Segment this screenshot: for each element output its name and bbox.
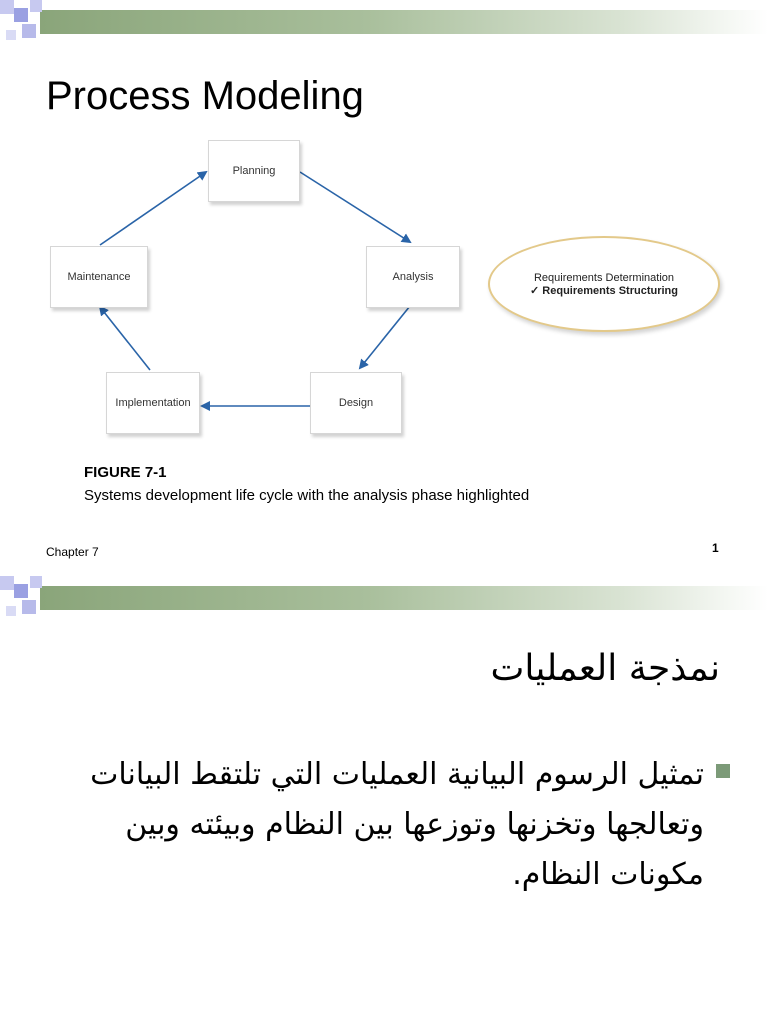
decor-square bbox=[6, 606, 16, 616]
node-implementation: Implementation bbox=[106, 372, 200, 434]
node-maintenance: Maintenance bbox=[50, 246, 148, 308]
decor-square bbox=[22, 600, 36, 614]
bullet-square-icon bbox=[716, 764, 730, 778]
page-number: 1 bbox=[712, 541, 719, 555]
node-design: Design bbox=[310, 372, 402, 434]
arrow-maintenance-to-planning bbox=[100, 172, 206, 245]
page-title: Process Modeling bbox=[46, 74, 364, 118]
node-planning: Planning bbox=[208, 140, 300, 202]
arrow-implementation-to-maintenance bbox=[100, 307, 150, 370]
arabic-title: نمذجة العمليات bbox=[490, 648, 720, 689]
bullet-text: تمثيل الرسوم البيانية العمليات التي تلتقط البيانات وتعالجها وتخزنها وتوزعها بين النظام وبيئته وبين مكونات النظام. bbox=[90, 757, 704, 892]
decor-square bbox=[0, 576, 14, 590]
arrow-planning-to-analysis bbox=[300, 172, 410, 242]
decor-square bbox=[30, 576, 42, 588]
header-band bbox=[0, 576, 768, 624]
figure-caption: Systems development life cycle with the analysis phase highlighted bbox=[84, 487, 530, 504]
header-gradient-bar bbox=[40, 586, 768, 610]
decor-square bbox=[14, 584, 28, 598]
arrow-analysis-to-design bbox=[360, 306, 410, 368]
callout-line-2: ✓ Requirements Structuring bbox=[530, 284, 678, 297]
figure-label: FIGURE 7-1 bbox=[84, 464, 167, 481]
analysis-callout-oval bbox=[488, 236, 720, 332]
footer-chapter: Chapter 7 bbox=[46, 545, 99, 559]
slide-2 bbox=[0, 576, 768, 1024]
callout-line-1: Requirements Determination bbox=[533, 271, 674, 284]
node-analysis: Analysis bbox=[366, 246, 460, 308]
bullet-item bbox=[90, 750, 730, 900]
